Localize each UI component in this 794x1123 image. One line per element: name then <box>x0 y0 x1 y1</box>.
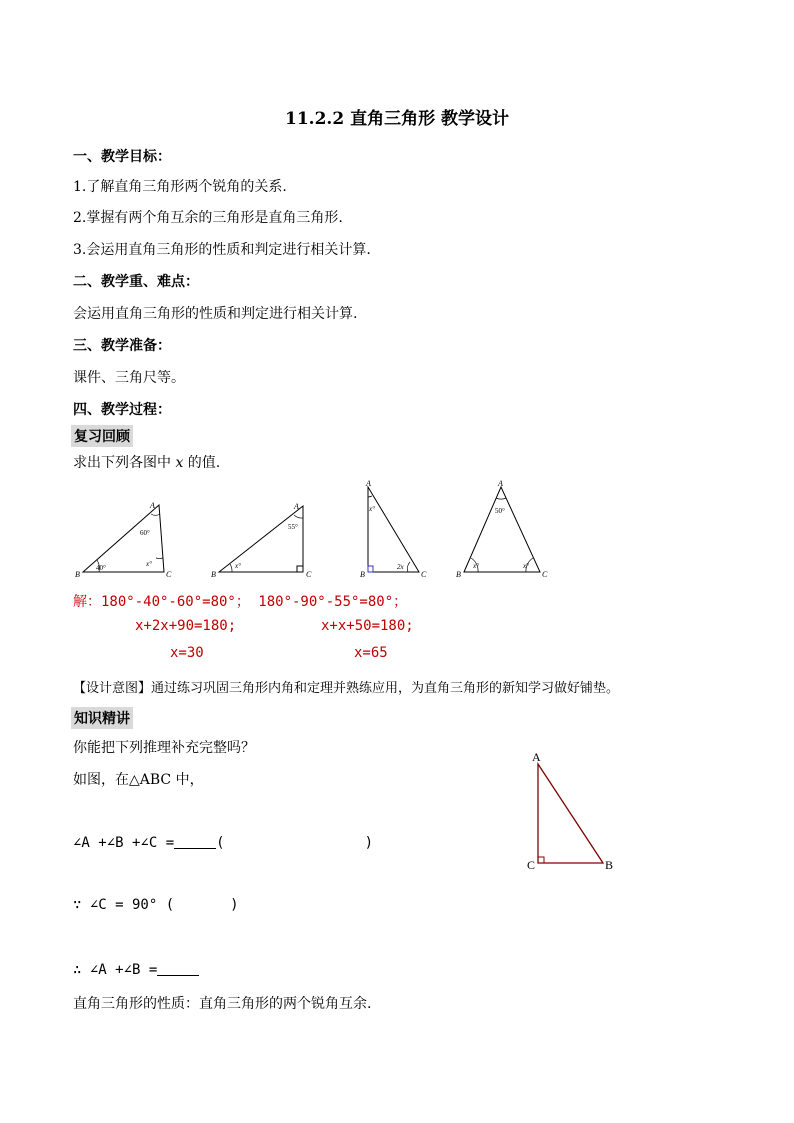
property-statement: 直角三角形的性质：直角三角形的两个锐角互余. <box>73 996 372 1012</box>
equation-1 <box>73 834 373 851</box>
eq2-paren-close: ) <box>230 897 239 913</box>
design-intent: 【设计意图】通过练习巩固三角形内角和定理并熟练应用，为直角三角形的新知学习做好铺垫。 <box>73 681 620 696</box>
solution-right2: x+x+50=180; <box>321 618 414 634</box>
section4-heading: 四、教学过程： <box>73 402 171 418</box>
fig1-label-b: B <box>75 570 80 579</box>
review-figures <box>70 478 560 583</box>
section2-heading: 二、教学重、难点： <box>73 274 199 290</box>
rt-label-a: A <box>532 750 541 764</box>
right-triangle-figure <box>518 748 628 873</box>
equation-2 <box>73 897 239 913</box>
fig2-label-b: B <box>211 570 216 579</box>
fig2-label-a: A <box>294 502 299 511</box>
section1-heading: 一、教学目标： <box>73 149 171 165</box>
fig4-angle-c: x° <box>523 562 529 570</box>
prompt-pre: 求出下列各图中 <box>73 455 176 471</box>
solution-right3: x=65 <box>354 645 388 661</box>
rt-label-c: C <box>527 858 536 872</box>
solution-left3: x=30 <box>170 645 204 661</box>
knowledge-label: 知识精讲 <box>71 707 133 729</box>
eq3-blank[interactable] <box>157 961 199 976</box>
fig3-angle-c: 2x <box>397 563 404 571</box>
fig2-label-c: C <box>306 570 312 579</box>
fig3-label-c: C <box>421 570 427 579</box>
section3-heading: 三、教学准备： <box>73 338 171 354</box>
fig1-label-a: A <box>150 501 155 510</box>
solution-line1: 解：180°-40°-60°=80°； 180°-90°-55°=80°； <box>73 594 408 610</box>
fig3-angle-a: x° <box>369 505 375 513</box>
objective-2: 2.掌握有两个角互余的三角形是直角三角形. <box>73 210 343 226</box>
objective-1: 1.了解直角三角形两个锐角的关系. <box>73 179 287 195</box>
review-prompt <box>73 452 220 472</box>
eq2-paren-open: ( <box>165 897 175 913</box>
fig1-label-c: C <box>166 570 172 579</box>
fig2-angle-b: x° <box>235 562 241 570</box>
fig4-label-b: B <box>456 570 461 579</box>
fig1-angle-a: 60° <box>140 529 150 537</box>
question-2: 如图，在△ABC 中， <box>73 772 204 788</box>
fig4-angle-a: 50° <box>495 507 505 515</box>
eq1-paren-close: ) <box>364 835 374 851</box>
fig4-label-a: A <box>498 479 503 488</box>
prompt-var: x <box>175 455 184 471</box>
review-label: 复习回顾 <box>71 425 133 447</box>
fig2-angle-a: 55° <box>288 523 298 531</box>
fig1-angle-b: 40° <box>96 564 106 572</box>
fig3-label-a: A <box>366 479 371 488</box>
fig4-label-c: C <box>542 570 548 579</box>
prompt-post: 的值. <box>183 455 221 471</box>
rt-label-b: B <box>605 858 614 872</box>
eq1-text: ∠A +∠B +∠C = <box>73 835 175 851</box>
angle-arcs <box>97 496 533 572</box>
fig3-label-b: B <box>360 570 365 579</box>
equation-3 <box>73 961 199 978</box>
question-1: 你能把下列推理补充完整吗？ <box>73 740 255 756</box>
eq3-text: ∴ ∠A +∠B = <box>73 962 158 978</box>
section3-text: 课件、三角尺等。 <box>73 370 185 386</box>
fig1-angle-c: x° <box>146 560 152 568</box>
section2-text: 会运用直角三角形的性质和判定进行相关计算. <box>73 306 358 322</box>
page-title: 11.2.2 直角三角形 教学设计 <box>285 109 509 129</box>
solution-left2: x+2x+90=180; <box>135 618 237 634</box>
objective-3: 3.会运用直角三角形的性质和判定进行相关计算. <box>73 242 371 258</box>
eq1-paren-open: ( <box>216 835 225 851</box>
eq1-blank[interactable] <box>174 834 216 849</box>
fig4-angle-b: x° <box>473 562 479 570</box>
eq2-text: ∵ ∠C = 90° <box>73 897 158 913</box>
